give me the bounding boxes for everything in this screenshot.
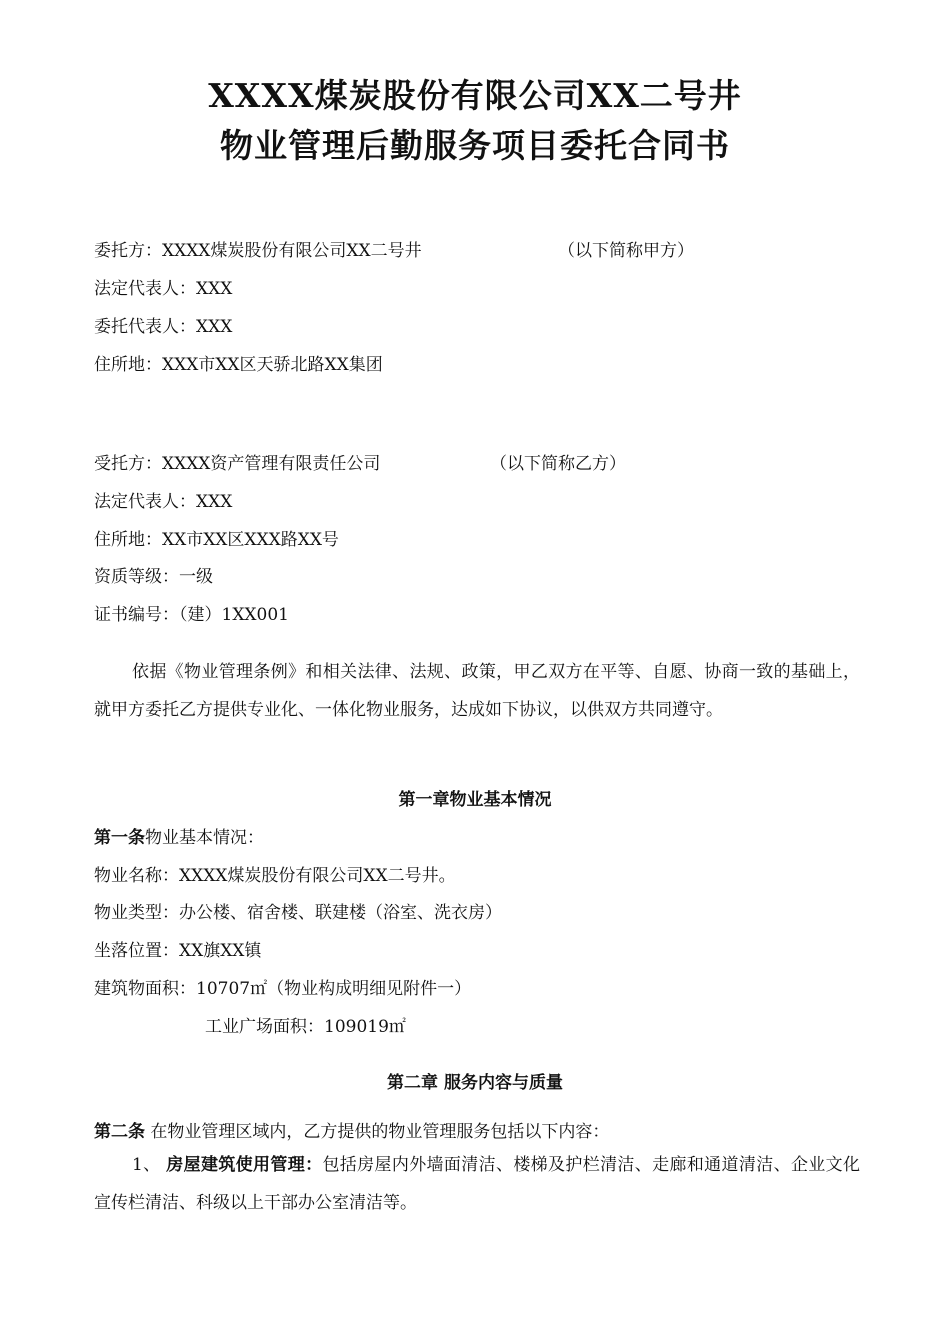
article2-label: 第二条 [94, 1122, 145, 1142]
document-title-line2: 物业管理后勤服务项目委托合同书 [220, 126, 730, 165]
trustee-note: （以下简称乙方） [490, 454, 626, 474]
service-item-1-label: 房屋建筑使用管理： [166, 1155, 323, 1175]
article1-label: 第一条 [94, 828, 145, 848]
client-agent-rep: 委托代表人：XXX [94, 317, 233, 337]
article1-text: 物业基本情况： [145, 828, 264, 848]
chapter2-heading: 第二章 服务内容与质量 [387, 1073, 563, 1093]
service-item-1-text: 包括房屋内外墙面清洁、楼梯及护栏清洁、走廊和通道清洁、企业文化宣传栏清洁、科级以上干部办公室清洁等。 [94, 1155, 860, 1213]
property-name: 物业名称：XXXX煤炭股份有限公司XX二号井。 [94, 866, 456, 886]
article2-line [94, 1117, 609, 1142]
trustee-address: 住所地：XX市XX区XXX路XX号 [94, 530, 339, 550]
preamble-paragraph: 依据《物业管理条例》和相关法律、法规、政策，甲乙双方在平等、自愿、协商一致的基础上，就甲方委托乙方提供专业化、一体化物业服务，达成如下协议，以供双方共同遵守。 [94, 662, 860, 720]
service-item-1-number: 1、 [132, 1155, 167, 1175]
document-title-line1: XXXX煤炭股份有限公司XX二号井 [208, 76, 742, 115]
property-location: 坐落位置：XX旗XX镇 [94, 941, 262, 961]
trustee-certificate: 证书编号：（建）1XX001 [94, 605, 289, 625]
property-type: 物业类型：办公楼、宿舍楼、联建楼（浴室、洗衣房） [94, 903, 502, 923]
article1-line [94, 823, 264, 848]
trustee-line: 受托方：XXXX资产管理有限责任公司 [94, 454, 381, 474]
trustee-qualification: 资质等级：一级 [94, 567, 213, 587]
trustee-legal-rep: 法定代表人：XXX [94, 492, 233, 512]
service-item-1 [94, 1146, 860, 1222]
client-line: 委托方：XXXX煤炭股份有限公司XX二号井 [94, 241, 422, 261]
chapter1-heading: 第一章物业基本情况 [398, 790, 552, 810]
client-address: 住所地：XXX市XX区天骄北路XX集团 [94, 355, 383, 375]
client-legal-rep: 法定代表人：XXX [94, 279, 233, 299]
client-note: （以下简称甲方） [558, 241, 694, 261]
article2-text: 在物业管理区域内，乙方提供的物业管理服务包括以下内容： [145, 1122, 610, 1142]
plaza-area: 工业广场面积：109019㎡ [205, 1017, 406, 1037]
building-area: 建筑物面积：10707㎡（物业构成明细见附件一） [94, 979, 472, 999]
